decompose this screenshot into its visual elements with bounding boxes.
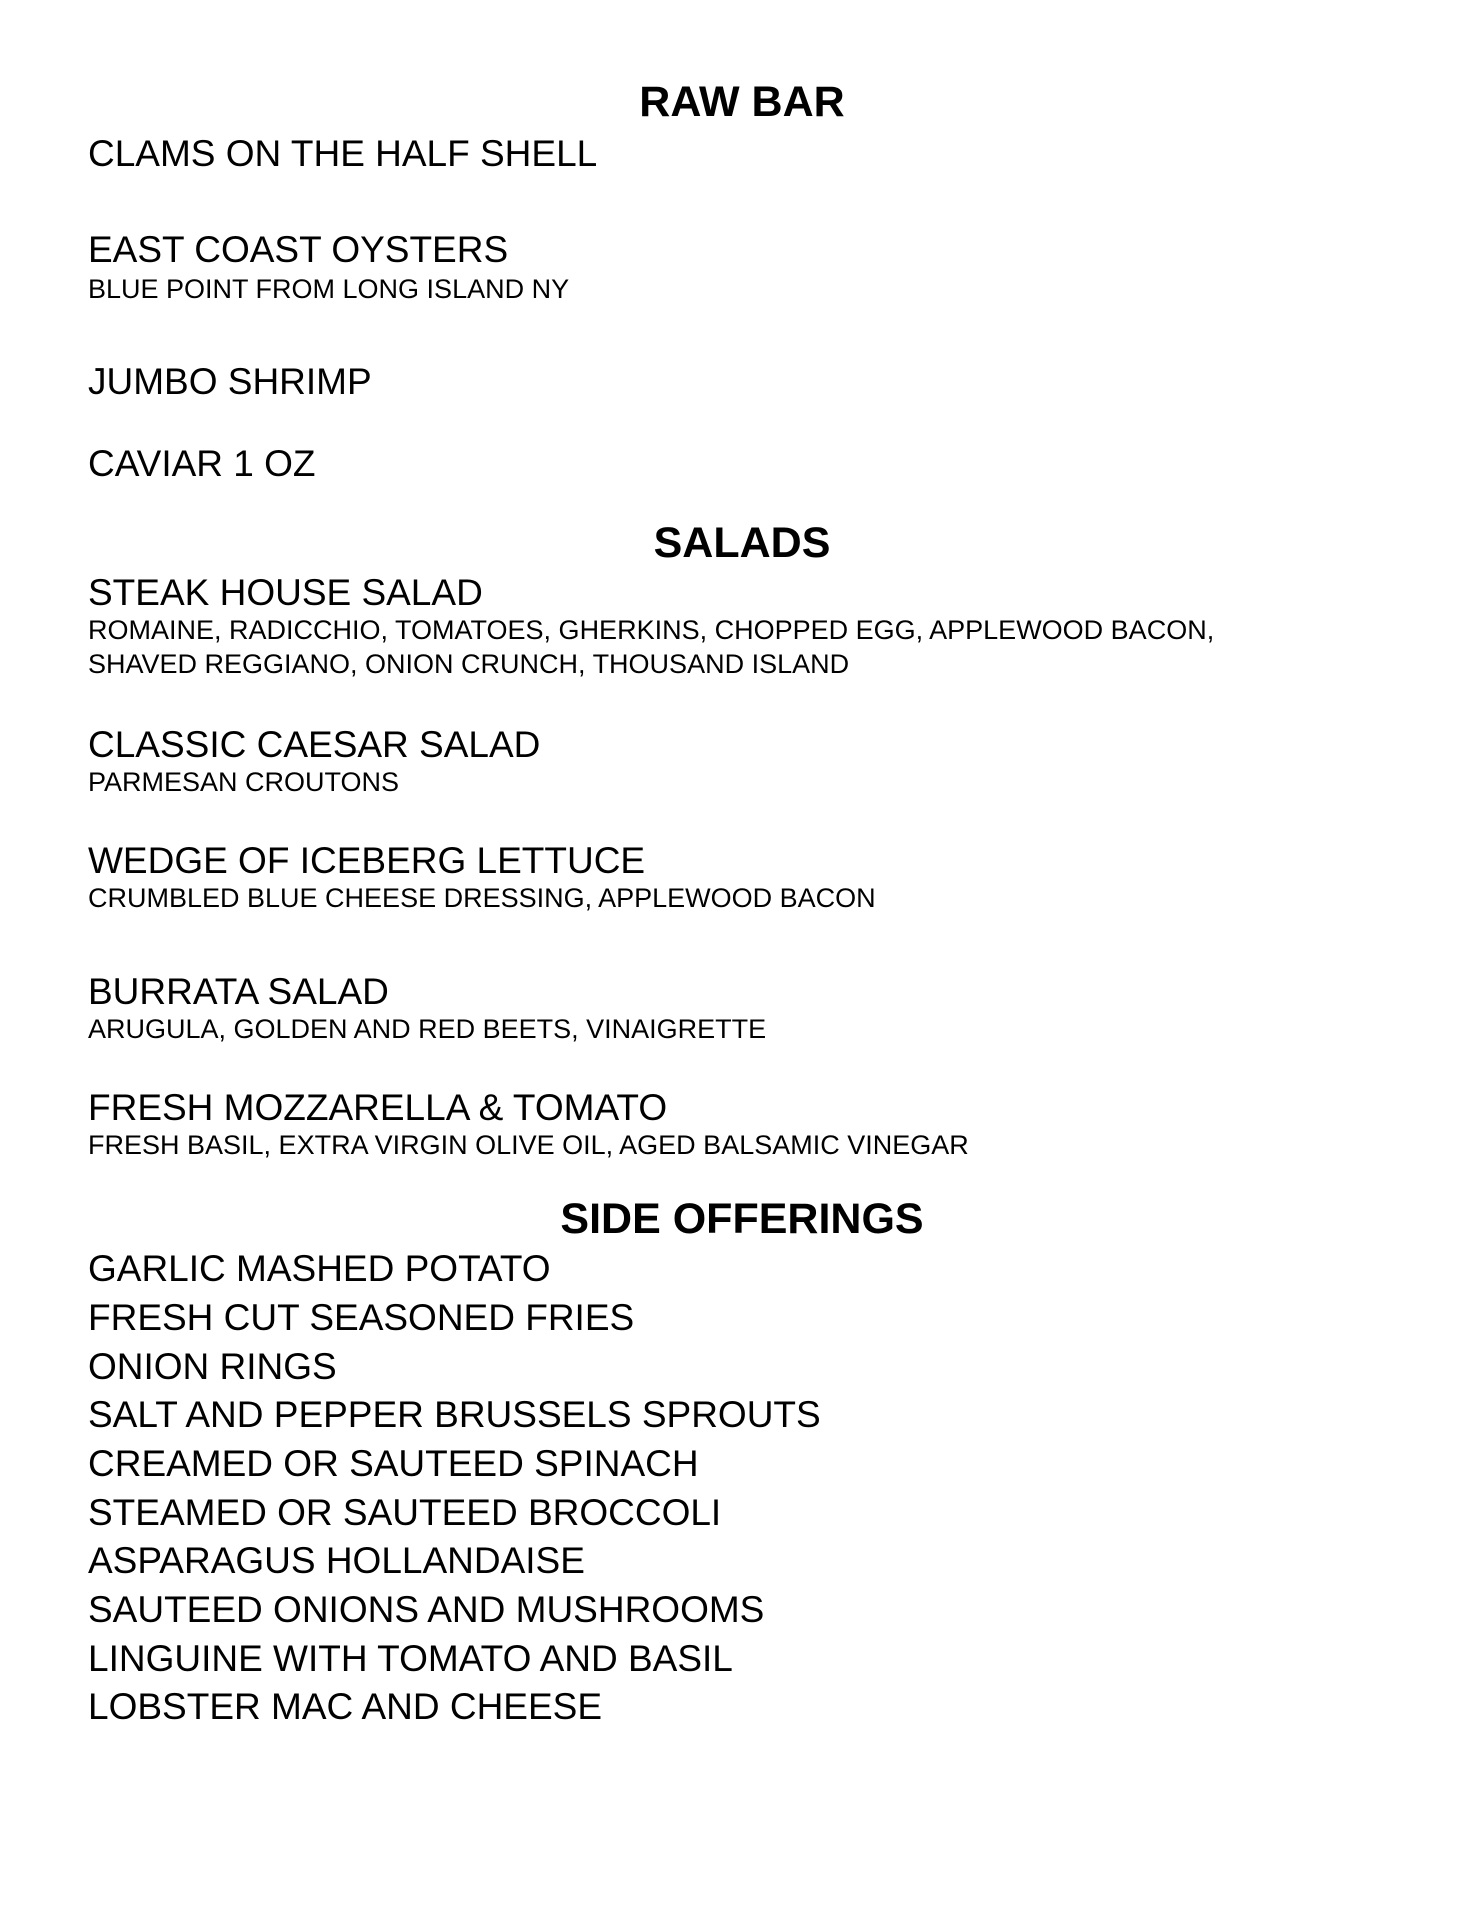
side-item: STEAMED OR SAUTEED BROCCOLI — [88, 1492, 722, 1533]
menu-item-iceberg-wedge: WEDGE OF ICEBERG LETTUCE — [88, 840, 646, 881]
side-item: ONION RINGS — [88, 1346, 337, 1387]
side-item: FRESH CUT SEASONED FRIES — [88, 1297, 635, 1338]
menu-item-mozzarella-tomato-description: FRESH BASIL, EXTRA VIRGIN OLIVE OIL, AGED BALSAMIC VINEGAR — [88, 1130, 969, 1160]
menu-item-caviar: CAVIAR 1 OZ — [88, 443, 316, 484]
menu-item-steak-house-salad: STEAK HOUSE SALAD — [88, 572, 483, 613]
side-item: GARLIC MASHED POTATO — [88, 1248, 551, 1289]
menu-item-burrata-salad: BURRATA SALAD — [88, 971, 389, 1012]
side-item: ASPARAGUS HOLLANDAISE — [88, 1540, 585, 1581]
menu-item-iceberg-wedge-description: CRUMBLED BLUE CHEESE DRESSING, APPLEWOOD BACON — [88, 883, 876, 913]
menu-item-mozzarella-tomato: FRESH MOZZARELLA & TOMATO — [88, 1087, 668, 1128]
menu-item-caesar-salad-description: PARMESAN CROUTONS — [88, 767, 400, 797]
section-heading-salads: SALADS — [653, 519, 831, 567]
section-heading-side-offerings: SIDE OFFERINGS — [560, 1195, 924, 1243]
side-item: SAUTEED ONIONS AND MUSHROOMS — [88, 1589, 765, 1630]
section-heading-raw-bar: RAW BAR — [639, 78, 845, 126]
side-item: LINGUINE WITH TOMATO AND BASIL — [88, 1638, 733, 1679]
menu-item-caesar-salad: CLASSIC CAESAR SALAD — [88, 724, 541, 765]
side-item: SALT AND PEPPER BRUSSELS SPROUTS — [88, 1394, 821, 1435]
menu-item-oysters: EAST COAST OYSTERS — [88, 229, 509, 270]
menu-item-steak-house-salad-description-line-1: ROMAINE, RADICCHIO, TOMATOES, GHERKINS, CHOPPED EGG, APPLEWOOD BACON, — [88, 615, 1215, 645]
menu-item-burrata-salad-description: ARUGULA, GOLDEN AND RED BEETS, VINAIGRETTE — [88, 1014, 767, 1044]
side-item: LOBSTER MAC AND CHEESE — [88, 1686, 603, 1727]
menu-item-steak-house-salad-description-line-2: SHAVED REGGIANO, ONION CRUNCH, THOUSAND ISLAND — [88, 649, 850, 679]
menu-item-jumbo-shrimp: JUMBO SHRIMP — [88, 361, 372, 402]
side-item: CREAMED OR SAUTEED SPINACH — [88, 1443, 699, 1484]
menu-item-clams: CLAMS ON THE HALF SHELL — [88, 133, 598, 174]
menu-item-oysters-description: BLUE POINT FROM LONG ISLAND NY — [88, 274, 570, 304]
